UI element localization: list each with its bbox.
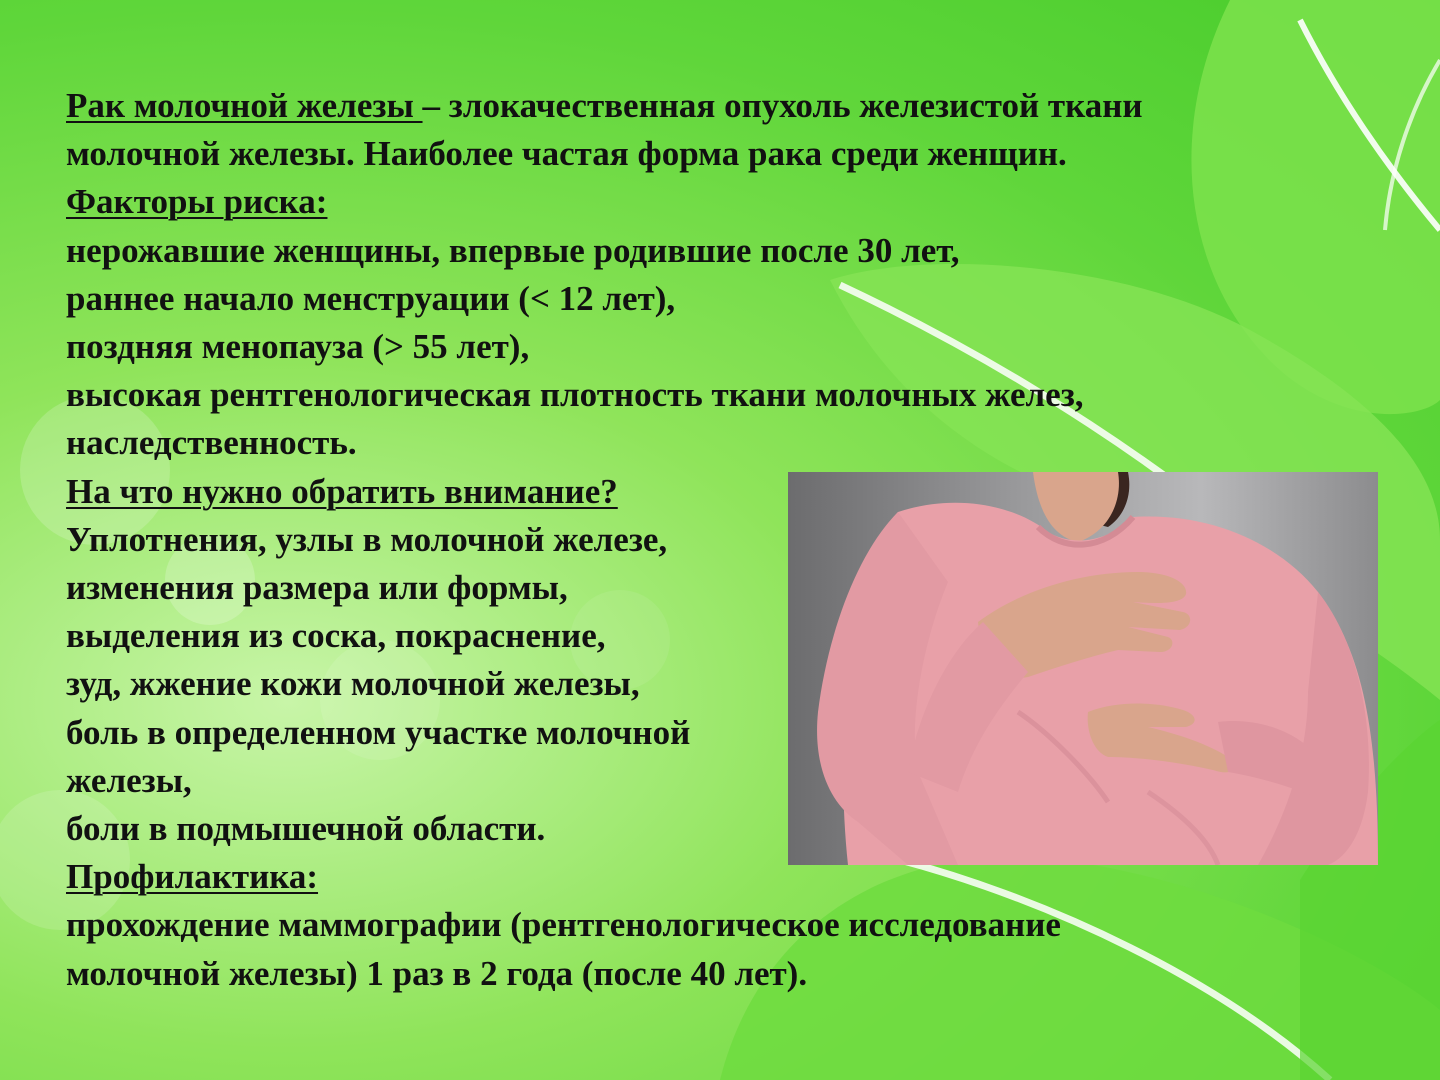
prevention-heading: Профилактика:	[66, 857, 319, 897]
symptom-item: Уплотнения, узлы в молочной железе,	[66, 519, 668, 559]
definition-line-2: молочной железы. Наиболее частая форма рака среди женщин.	[66, 134, 1067, 174]
risk-factor-item: наследственность.	[66, 423, 357, 463]
definition-rest: – злокачественная опухоль железистой ткани	[422, 86, 1143, 125]
definition-term: Рак молочной железы	[66, 86, 423, 125]
symptom-item: зуд, жжение кожи молочной железы,	[66, 664, 640, 704]
prevention-item: прохождение маммографии (рентгенологическое исследование	[66, 905, 1061, 945]
symptom-item: выделения из соска, покраснение,	[66, 616, 606, 656]
risk-factor-item: раннее начало менструации (< 12 лет),	[66, 278, 676, 318]
definition-line-1	[66, 82, 1366, 130]
risk-factor-item: высокая рентгенологическая плотность ткани молочных желез,	[66, 375, 1084, 415]
prevention-item: молочной железы) 1 раз в 2 года (после 40 лет).	[66, 953, 808, 993]
symptom-item: железы,	[66, 760, 192, 800]
attention-heading: На что нужно обратить внимание?	[66, 471, 618, 511]
self-examination-photo	[788, 472, 1378, 865]
risk-factor-item: нерожавшие женщины, впервые родившие после 30 лет,	[66, 230, 960, 270]
woman-illustration	[788, 472, 1378, 865]
risk-factor-item: поздняя менопауза (> 55 лет),	[66, 327, 530, 367]
risk-factors-heading: Факторы риска:	[66, 182, 328, 222]
symptom-item: изменения размера или формы,	[66, 568, 568, 608]
symptom-item: боль в определенном участке молочной	[66, 712, 691, 752]
symptom-item: боли в подмышечной области.	[66, 809, 546, 849]
